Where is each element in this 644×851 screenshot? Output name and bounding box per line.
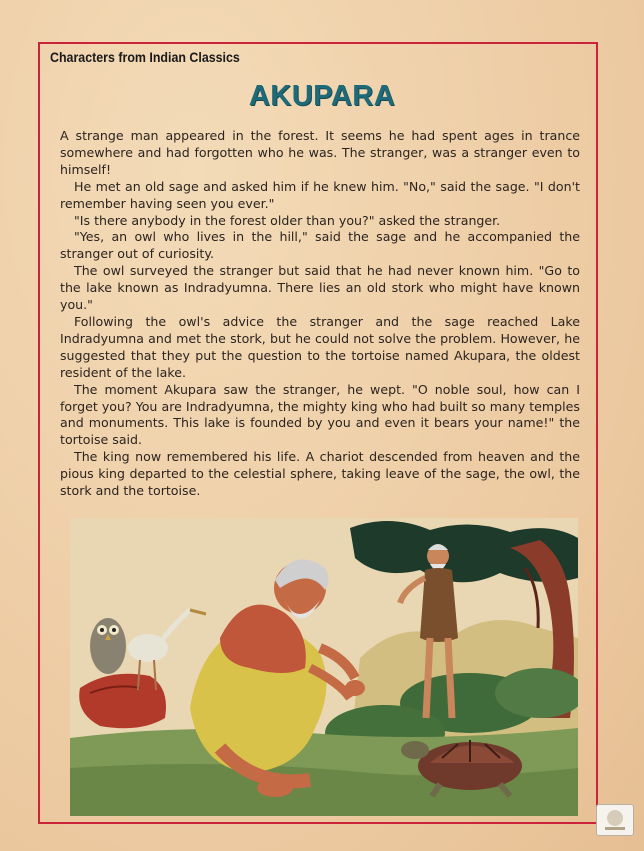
story-paragraph: "Yes, an owl who lives in the hill," said the sage and he accompanied the stranger out of curiosity. <box>60 229 580 262</box>
story-paragraph: He met an old sage and asked him if he knew him. "No," said the sage. "I don't remember having seen you ever." <box>60 178 580 211</box>
story-illustration <box>70 518 578 816</box>
series-label: Characters from Indian Classics <box>50 50 240 65</box>
story-paragraph: The king now remembered his life. A chariot descended from heaven and the pious king departed to the celestial sphere, taking leave of the sage, the owl, the stork and the tortoise. <box>60 449 580 499</box>
story-title: AKUPARA <box>248 80 396 112</box>
story-paragraph: The moment Akupara saw the stranger, he wept. "O noble soul, how can I forget you? You are Indradyumna, the mighty king who had built so many temples and monuments. This lake is founded by you and even it bears your name!" the tortoise said. <box>60 381 580 448</box>
story-text <box>60 128 580 500</box>
story-paragraph: Following the owl's advice the stranger and the sage reached Lake Indradyumna and met the stork, but he could not solve the problem. However, he suggested that they put the question to the tortoise named Akupara, the oldest resident of the lake. <box>60 313 580 380</box>
story-paragraph: "Is there anybody in the forest older than you?" asked the stranger. <box>74 212 501 228</box>
story-paragraph: A strange man appeared in the forest. It seems he had spent ages in trance somewhere and had forgotten who he was. The stranger, was a stranger even to himself! <box>60 128 580 177</box>
story-paragraph: The owl surveyed the stranger but said that he had never known him. "Go to the lake known as Indradyumna. There lies an old stork who might have known you." <box>60 263 580 313</box>
publisher-logo <box>596 804 634 836</box>
